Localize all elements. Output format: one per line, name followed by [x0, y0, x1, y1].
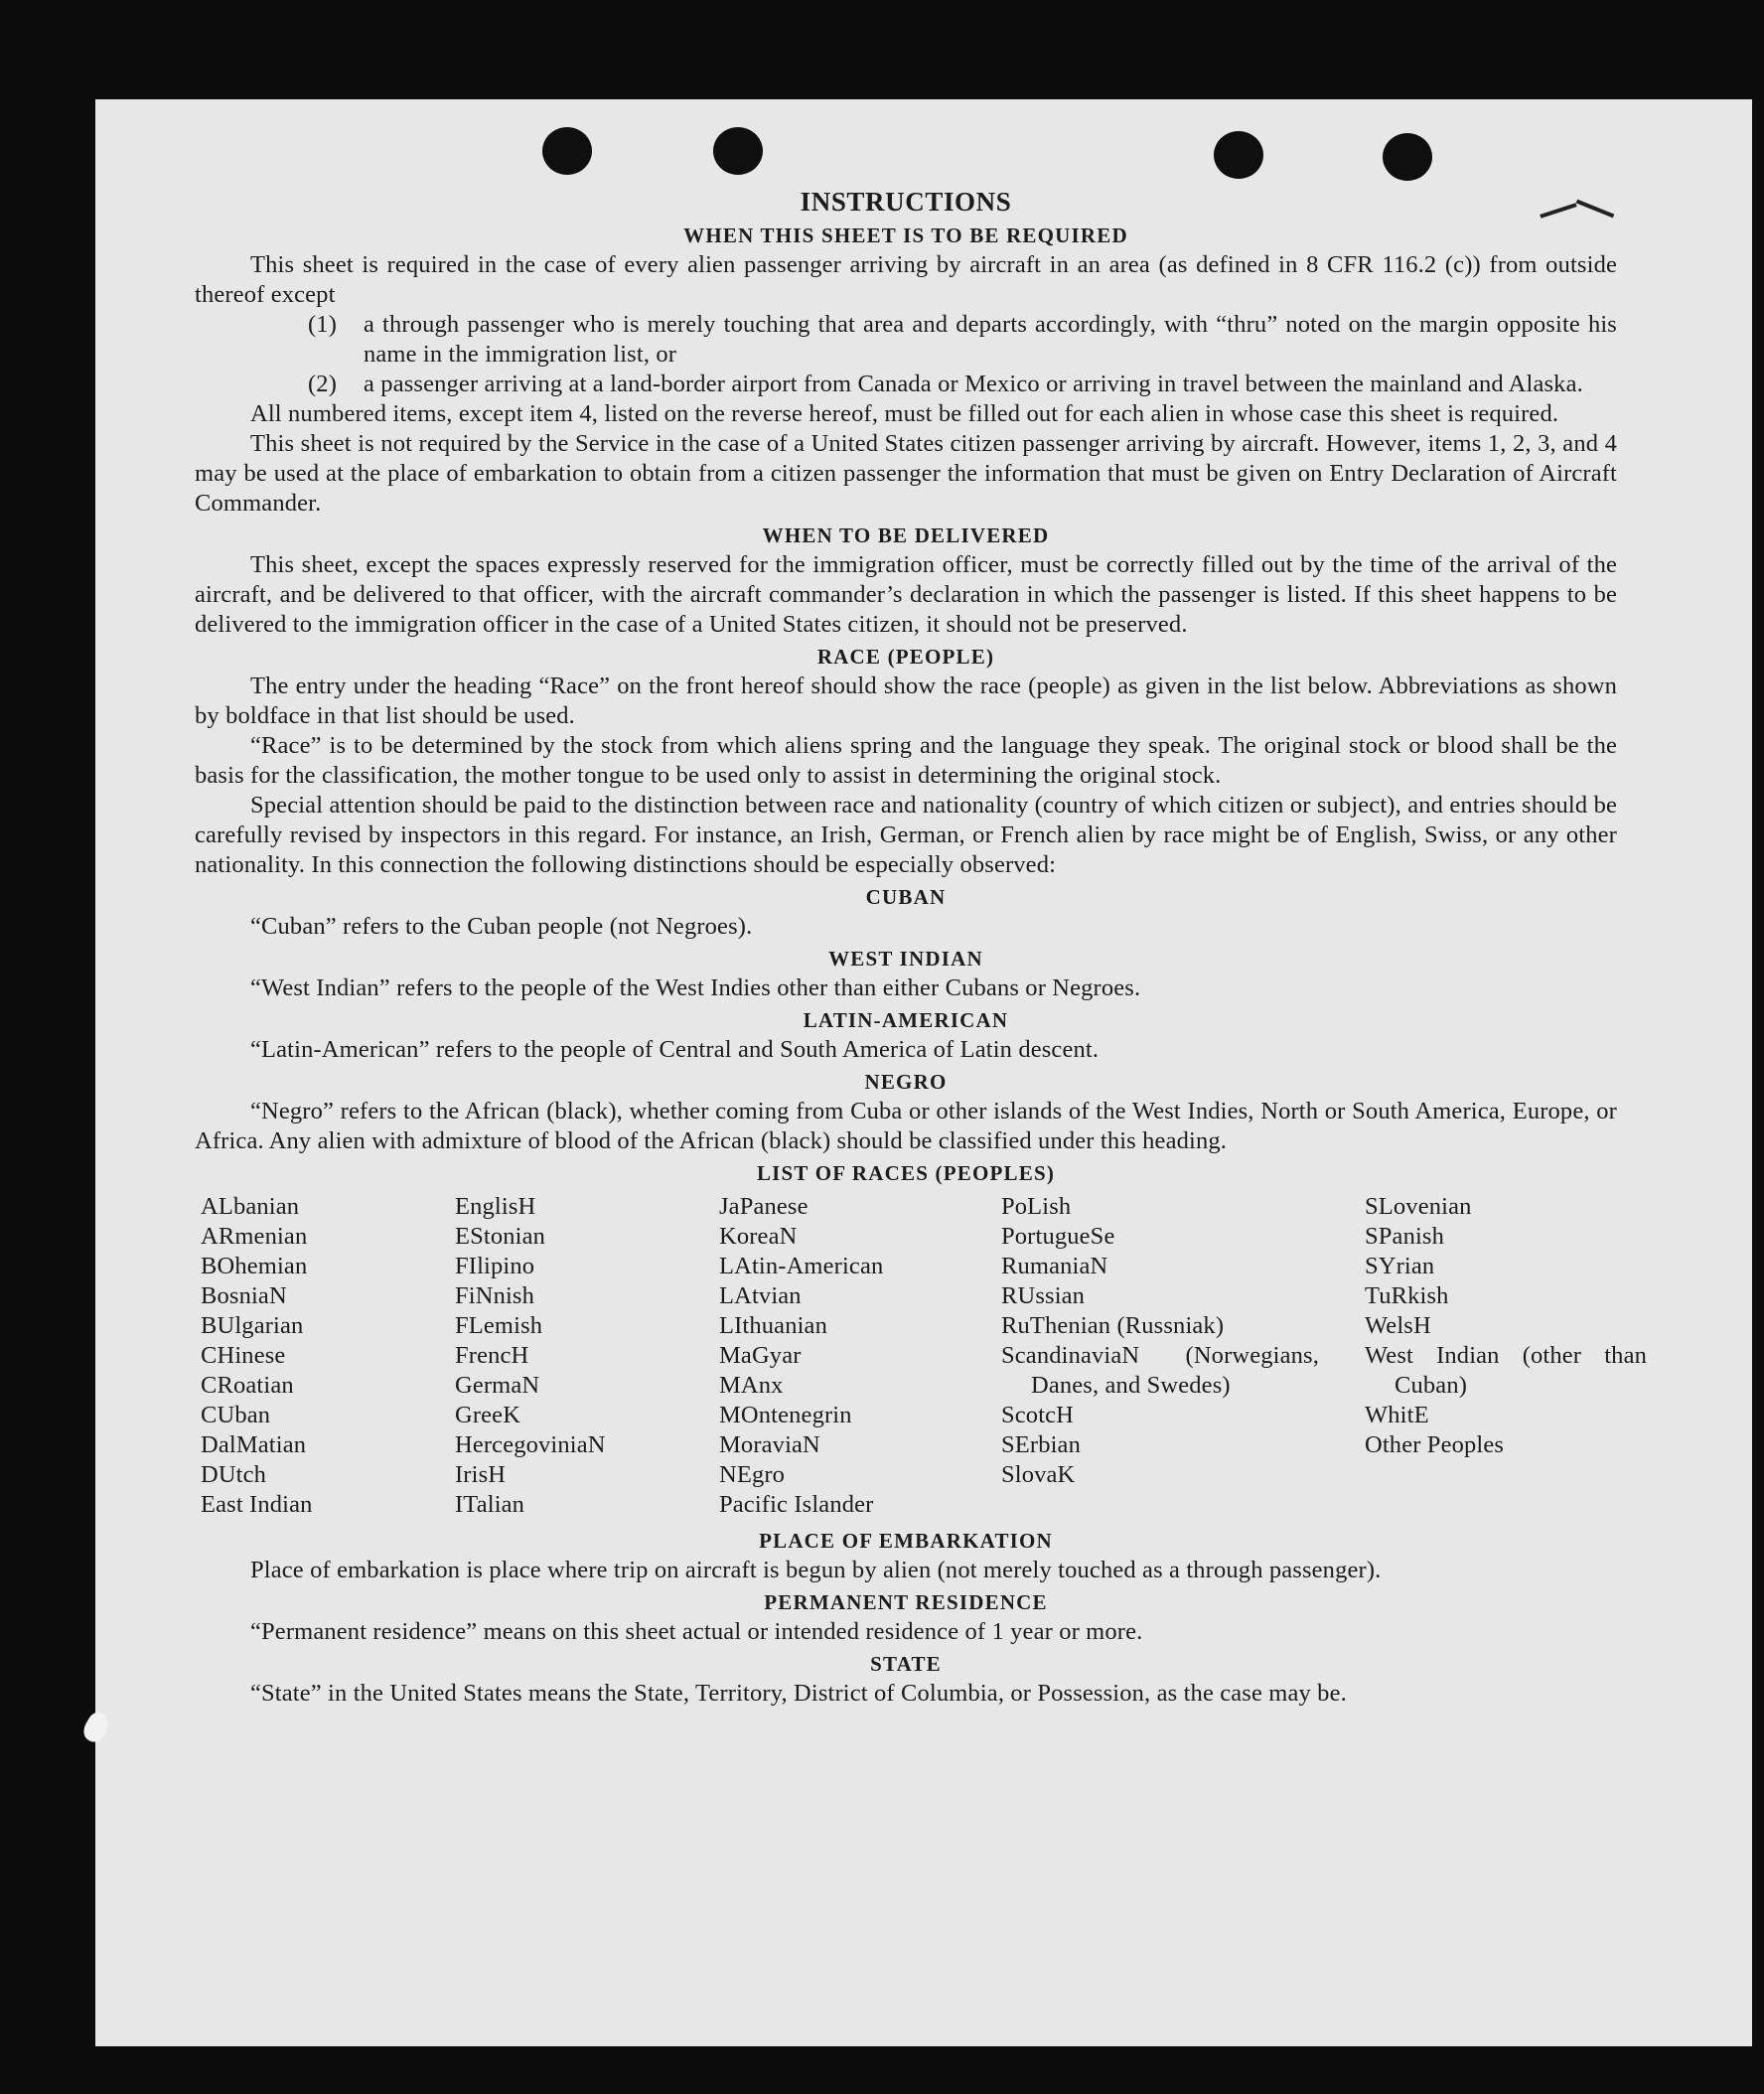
- paragraph: This sheet is required in the case of every alien passenger arriving by aircraft in an area (as defined in 8 CFR 116.2 (c)) from outside thereof except: [195, 251, 1617, 308]
- paragraph: This sheet, except the spaces expressly reserved for the immigration officer, must be correctly filled out by the time of the arrival of the aircraft, and be delivered to that officer, with the aircraft commander’s declaration in which the passenger is listed. If this sheet happens to be delivered to the immigration officer in the case of a United States citizen, it should not be preserved.: [195, 551, 1617, 638]
- race-entry: East Indian: [201, 1491, 313, 1518]
- section-heading-cuban: CUBAN: [865, 885, 947, 909]
- paragraph: All numbered items, except item 4, listed on the reverse hereof, must be filled out for each alien in whose case this sheet is required.: [250, 400, 1559, 427]
- races-column: [201, 1192, 455, 1520]
- section-heading-west-indian: WEST INDIAN: [828, 947, 983, 971]
- race-entry: ALbanian: [201, 1193, 300, 1220]
- punch-hole: [1383, 133, 1432, 181]
- race-entry: WelsH: [1365, 1312, 1431, 1339]
- punch-hole: [542, 127, 592, 175]
- punch-hole: [1214, 131, 1263, 179]
- race-entry: ScandinaviaN (Norwegians, Danes, and Swedes): [1001, 1342, 1319, 1399]
- paragraph: “Permanent residence” means on this sheet actual or intended residence of 1 year or more.: [250, 1618, 1143, 1645]
- section-heading-state: STATE: [870, 1652, 942, 1676]
- race-entry: RumaniaN: [1001, 1253, 1108, 1279]
- list-item: [308, 370, 1617, 399]
- section-heading-negro: NEGRO: [864, 1070, 948, 1094]
- race-entry: RuThenian (Russniak): [1001, 1312, 1225, 1339]
- item-text: a through passenger who is merely touching that area and departs accordingly, with “thru” noted on the margin opposite his name in the immigration list, or: [364, 311, 1617, 368]
- race-entry: NEgro: [719, 1461, 786, 1488]
- paragraph: “Latin-American” refers to the people of Central and South America of Latin descent.: [250, 1036, 1100, 1063]
- race-entry: EStonian: [455, 1223, 546, 1250]
- race-entry: GreeK: [455, 1402, 521, 1428]
- section-heading-latin-american: LATIN-AMERICAN: [803, 1008, 1009, 1032]
- race-entry: MOntenegrin: [719, 1402, 852, 1428]
- race-entry: BOhemian: [201, 1253, 308, 1279]
- race-entry: LAtvian: [719, 1282, 802, 1309]
- paragraph: “State” in the United States means the State, Territory, District of Columbia, or Possession, as the case may be.: [250, 1680, 1347, 1707]
- paragraph: Place of embarkation is place where trip on aircraft is begun by alien (not merely touched as a through passenger).: [250, 1557, 1382, 1583]
- race-entry: ScotcH: [1001, 1402, 1075, 1428]
- page-title: INSTRUCTIONS: [800, 187, 1012, 217]
- race-entry: ITalian: [455, 1491, 525, 1518]
- race-entry: WhitE: [1365, 1402, 1429, 1428]
- race-entry: KoreaN: [719, 1223, 798, 1250]
- race-entry: FrencH: [455, 1342, 529, 1369]
- race-entry: CUban: [201, 1402, 271, 1428]
- race-entry: SPanish: [1365, 1223, 1445, 1250]
- race-entry: Pacific Islander: [719, 1491, 874, 1518]
- punch-hole: [713, 127, 763, 175]
- race-entry: DUtch: [201, 1461, 267, 1488]
- race-entry: IrisH: [455, 1461, 507, 1488]
- race-entry: EnglisH: [455, 1193, 536, 1220]
- paragraph: “Negro” refers to the African (black), whether coming from Cuba or other islands of the West Indies, North or South America, Europe, or Africa. Any alien with admixture of blood of the African (black) should be classified under this heading.: [195, 1098, 1617, 1154]
- race-entry: MoraviaN: [719, 1431, 820, 1458]
- race-entry: ARmenian: [201, 1223, 308, 1250]
- instructions-body: [195, 185, 1647, 1709]
- race-entry: CRoatian: [201, 1372, 294, 1399]
- race-entry: HercegoviniaN: [455, 1431, 606, 1458]
- race-entry: BUlgarian: [201, 1312, 304, 1339]
- race-entry: MAnx: [719, 1372, 784, 1399]
- paragraph: “West Indian” refers to the people of the West Indies other than either Cubans or Negroes.: [250, 974, 1141, 1001]
- races-column: [719, 1192, 1001, 1520]
- race-entry: SYrian: [1365, 1253, 1435, 1279]
- race-entry: FLemish: [455, 1312, 543, 1339]
- races-list: [201, 1192, 1647, 1520]
- section-heading-when-required: WHEN THIS SHEET IS TO BE REQUIRED: [683, 224, 1128, 247]
- paragraph: Special attention should be paid to the distinction between race and nationality (country of which citizen or subject), and entries should be carefully revised by inspectors in this regard. For instance, an Irish, German, or French alien by race might be of English, Swiss, or any other nationality. In this connection the following distinctions should be especially observed:: [195, 792, 1617, 878]
- section-heading-when-delivered: WHEN TO BE DELIVERED: [762, 524, 1050, 547]
- race-entry: BosniaN: [201, 1282, 287, 1309]
- race-entry: JaPanese: [719, 1193, 808, 1220]
- race-entry: Other Peoples: [1365, 1431, 1505, 1458]
- race-entry: RUssian: [1001, 1282, 1086, 1309]
- section-heading-residence: PERMANENT RESIDENCE: [764, 1590, 1048, 1614]
- race-entry: SErbian: [1001, 1431, 1081, 1458]
- race-entry: TuRkish: [1365, 1282, 1449, 1309]
- section-heading-embarkation: PLACE OF EMBARKATION: [759, 1529, 1053, 1553]
- paragraph: This sheet is not required by the Service in the case of a United States citizen passenger arriving by aircraft. However, items 1, 2, 3, and 4 may be used at the place of embarkation to obtain from a citizen passenger the information that must be given on Entry Declaration of Aircraft Commander.: [195, 430, 1617, 517]
- race-entry: GermaN: [455, 1372, 540, 1399]
- race-entry: PortugueSe: [1001, 1223, 1115, 1250]
- races-column: [1001, 1192, 1365, 1520]
- race-entry: CHinese: [201, 1342, 286, 1369]
- item-text: a passenger arriving at a land-border airport from Canada or Mexico or arriving in travel between the mainland and Alaska.: [364, 371, 1583, 397]
- race-entry: SLovenian: [1365, 1193, 1472, 1220]
- race-entry: FIlipino: [455, 1253, 535, 1279]
- race-entry: SlovaK: [1001, 1461, 1076, 1488]
- item-number: (1): [308, 311, 338, 338]
- race-entry: LIthuanian: [719, 1312, 827, 1339]
- race-entry: FiNnish: [455, 1282, 535, 1309]
- paragraph: The entry under the heading “Race” on the front hereof should show the race (people) as given in the list below. Abbreviations as shown by boldface in that list should be used.: [195, 673, 1617, 729]
- race-entry: West Indian (other than Cuban): [1365, 1342, 1647, 1399]
- races-column: [1365, 1192, 1647, 1520]
- paragraph: “Cuban” refers to the Cuban people (not Negroes).: [250, 913, 753, 940]
- race-entry: PoLish: [1001, 1193, 1072, 1220]
- race-entry: MaGyar: [719, 1342, 802, 1369]
- item-number: (2): [308, 371, 338, 397]
- race-entry: DalMatian: [201, 1431, 307, 1458]
- paragraph: “Race” is to be determined by the stock from which aliens spring and the language they speak. The original stock or blood shall be the basis for the classification, the mother tongue to be used only to assist in determining the original stock.: [195, 732, 1617, 789]
- race-entry: LAtin-American: [719, 1253, 884, 1279]
- section-heading-list-of-races: LIST OF RACES (PEOPLES): [756, 1161, 1056, 1185]
- races-column: [455, 1192, 719, 1520]
- list-item: [308, 310, 1617, 370]
- section-heading-race: RACE (PEOPLE): [816, 645, 995, 669]
